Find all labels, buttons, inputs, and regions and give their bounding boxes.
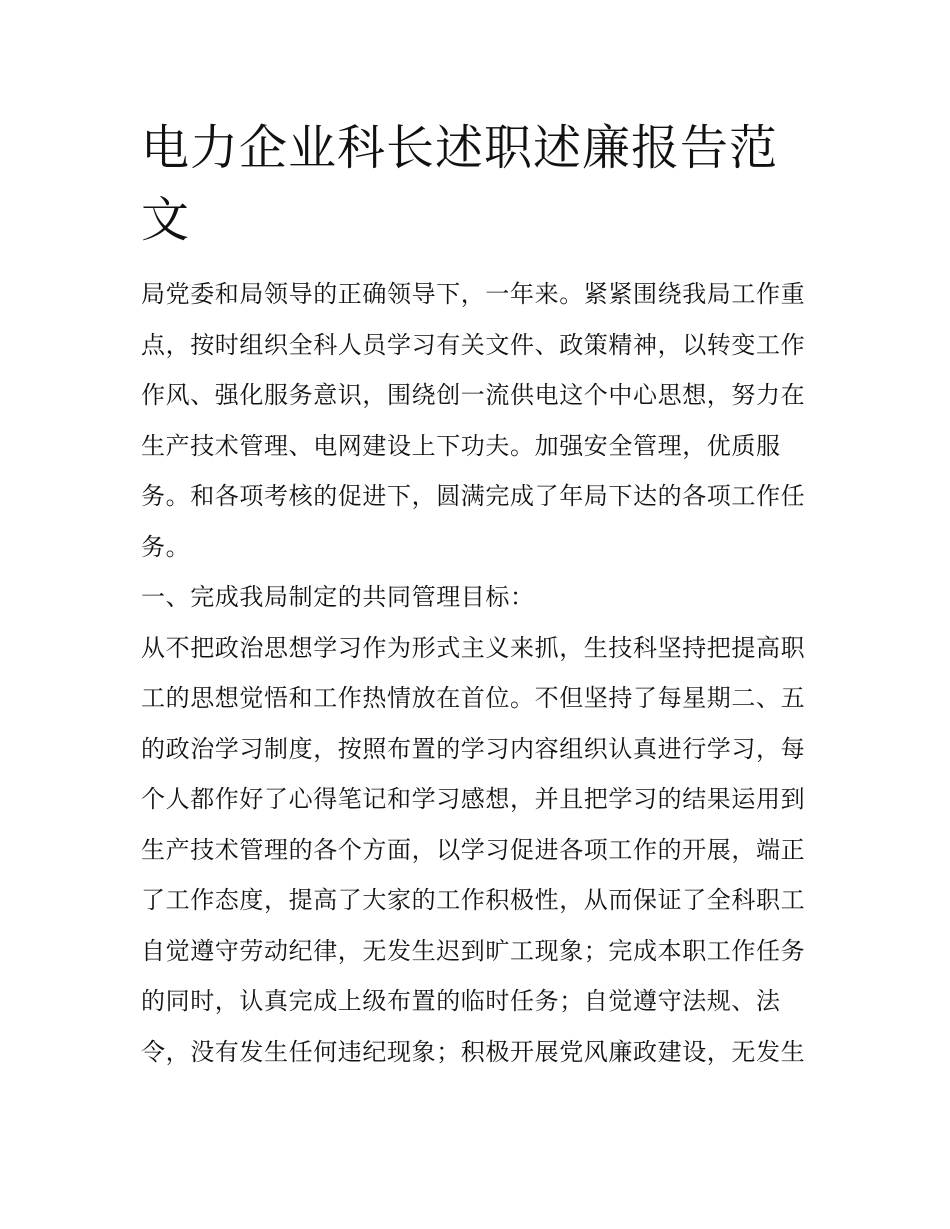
document-body (141, 112, 813, 1077)
paragraph-body: 从不把政治思想学习作为形式主义来抓，生技科坚持把提高职工的思想觉悟和工作热情放在首位。不但坚持了每星期二、五的政治学习制度，按照布置的学习内容组织认真进行学习，每个人都作好了心得笔记和学习感想，并且把学习的结果运用到生产技术管理的各个方面，以学习促进各项工作的开展，端正了工作态度，提高了大家的工作积极性，从而保证了全科职工自觉遵守劳动纪律，无发生迟到旷工现象；完成本职工作任务的同时，认真完成上级布置的临时任务；自觉遵守法规、法令，没有发生任何违纪现象；积极开展党风廉政建设，无发生 (141, 633, 806, 1066)
section-heading: 一、完成我局制定的共同管理目标： (141, 583, 535, 611)
paragraph-intro: 局党委和局领导的正确领导下，一年来。紧紧围绕我局工作重点，按时组织全科人员学习有关文件、政策精神，以转变工作作风、强化服务意识，围绕创一流供电这个中心思想，努力在生产技术管理、电网建设上下功夫。加强安全管理，优质服务。和各项考核的促进下，圆满完成了年局下达的各项工作任务。 (141, 280, 806, 561)
document-title: 电力企业科长述职述廉报告范文 (141, 120, 779, 248)
